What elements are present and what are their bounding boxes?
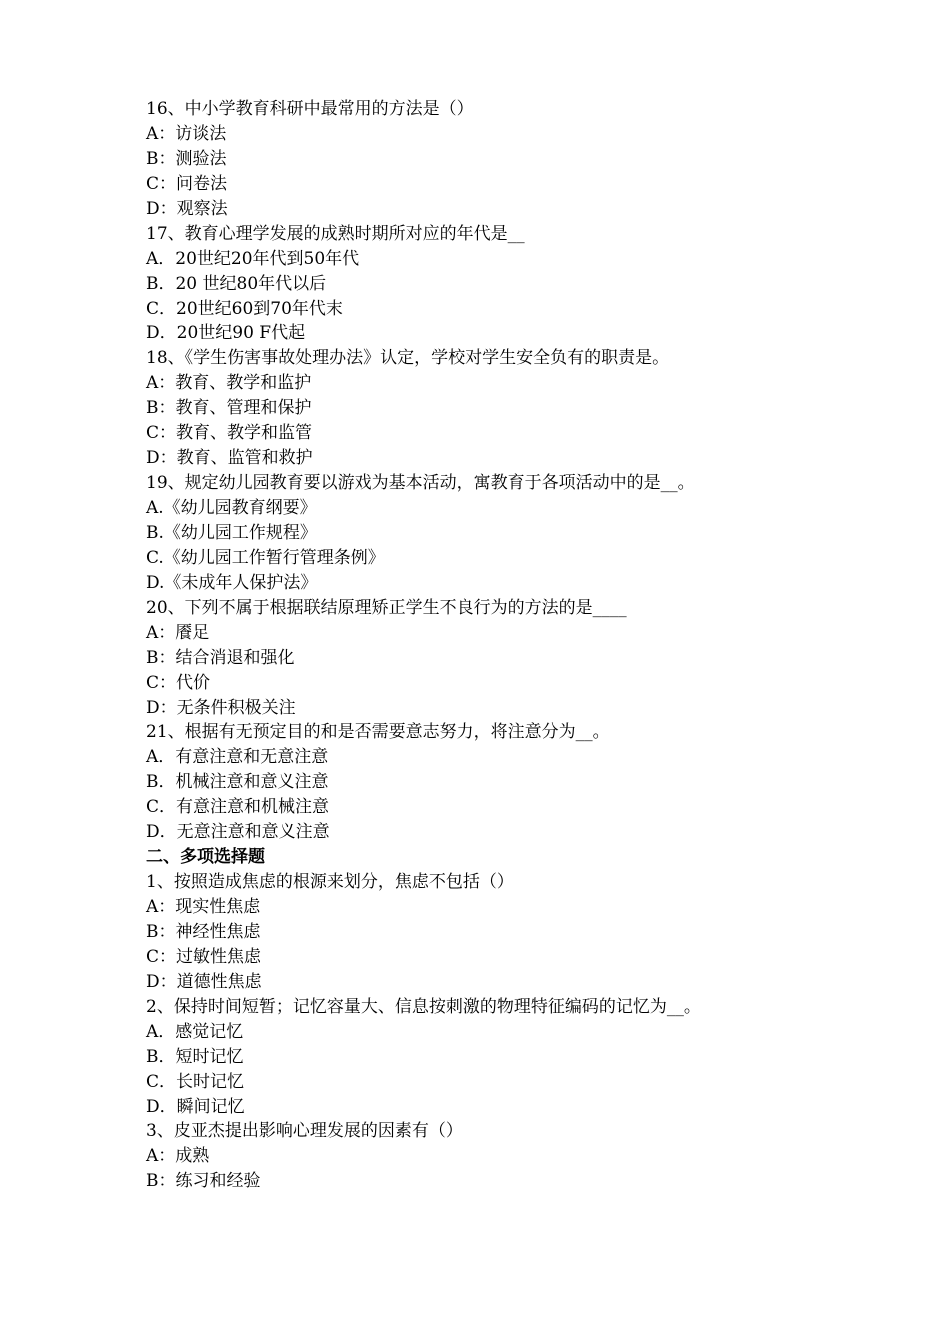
option-19-a: A.《幼儿园教育纲要》	[146, 498, 317, 518]
question-16: 16、中小学教育科研中最常用的方法是（）	[146, 99, 474, 119]
mc-option-2-c: C．长时记忆	[146, 1071, 245, 1092]
option-20-b: B：结合消退和强化	[146, 647, 295, 668]
mc-option-3-a: A：成熟	[146, 1146, 210, 1167]
mc-option-2-d: D．瞬间记忆	[146, 1096, 245, 1117]
option-16-d: D：观察法	[146, 198, 228, 219]
mc-option-1-c: C：过敏性焦虑	[146, 946, 262, 967]
question-19: 19、规定幼儿园教育要以游戏为基本活动，寓教育于各项活动中的是__。	[146, 473, 695, 494]
mc-option-2-b: B．短时记忆	[146, 1046, 244, 1067]
option-16-c: C：问卷法	[146, 173, 228, 194]
option-20-c: C：代价	[146, 672, 211, 693]
option-21-c: C．有意注意和机械注意	[146, 797, 330, 818]
option-18-d: D：教育、监管和救护	[146, 448, 313, 469]
question-20: 20、下列不属于根据联结原理矫正学生不良行为的方法的是____	[146, 597, 627, 618]
mc-question-2: 2、保持时间短暂；记忆容量大、信息按刺激的物理特征编码的记忆为__。	[146, 996, 701, 1017]
question-21: 21、根据有无预定目的和是否需要意志努力，将注意分为__。	[146, 722, 610, 743]
option-21-a: A．有意注意和无意注意	[146, 747, 329, 768]
option-18-c: C：教育、教学和监管	[146, 423, 313, 444]
option-17-c: C．20世纪60到70年代末	[146, 298, 343, 319]
option-19-c: C.《幼儿园工作暂行管理条例》	[146, 547, 385, 568]
question-17: 17、教育心理学发展的成熟时期所对应的年代是__	[146, 223, 525, 244]
document-page	[146, 97, 846, 1194]
mc-question-1: 1、按照造成焦虑的根源来划分，焦虑不包括（）	[146, 872, 514, 893]
section-heading-multiple-choice: 二、多项选择题	[146, 847, 265, 868]
option-20-a: A：餍足	[146, 622, 210, 643]
option-21-d: D．无意注意和意义注意	[146, 822, 330, 843]
option-17-d: D．20世纪90 F代起	[146, 323, 306, 344]
option-20-d: D：无条件积极关注	[146, 697, 296, 718]
option-16-a: A：访谈法	[146, 123, 227, 144]
mc-option-1-a: A：现实性焦虑	[146, 897, 261, 917]
option-19-d: D.《未成年人保护法》	[146, 572, 318, 593]
option-19-b: B.《幼儿园工作规程》	[146, 522, 317, 543]
mc-option-2-a: A．感觉记忆	[146, 1021, 244, 1042]
mc-question-3: 3、皮亚杰提出影响心理发展的因素有（）	[146, 1121, 463, 1142]
mc-option-3-b: B：练习和经验	[146, 1171, 261, 1192]
option-18-b: B：教育、管理和保护	[146, 398, 312, 419]
option-16-b: B：测验法	[146, 148, 227, 169]
option-21-b: B．机械注意和意义注意	[146, 772, 329, 793]
option-17-b: B．20 世纪80年代以后	[146, 273, 327, 294]
mc-option-1-d: D：道德性焦虑	[146, 971, 262, 992]
mc-option-1-b: B：神经性焦虑	[146, 921, 261, 942]
option-18-a: A：教育、教学和监护	[146, 373, 312, 394]
question-18: 18、《学生伤害事故处理办法》认定，学校对学生安全负有的职责是。	[146, 348, 670, 369]
option-17-a: A．20世纪20年代到50年代	[146, 248, 360, 269]
